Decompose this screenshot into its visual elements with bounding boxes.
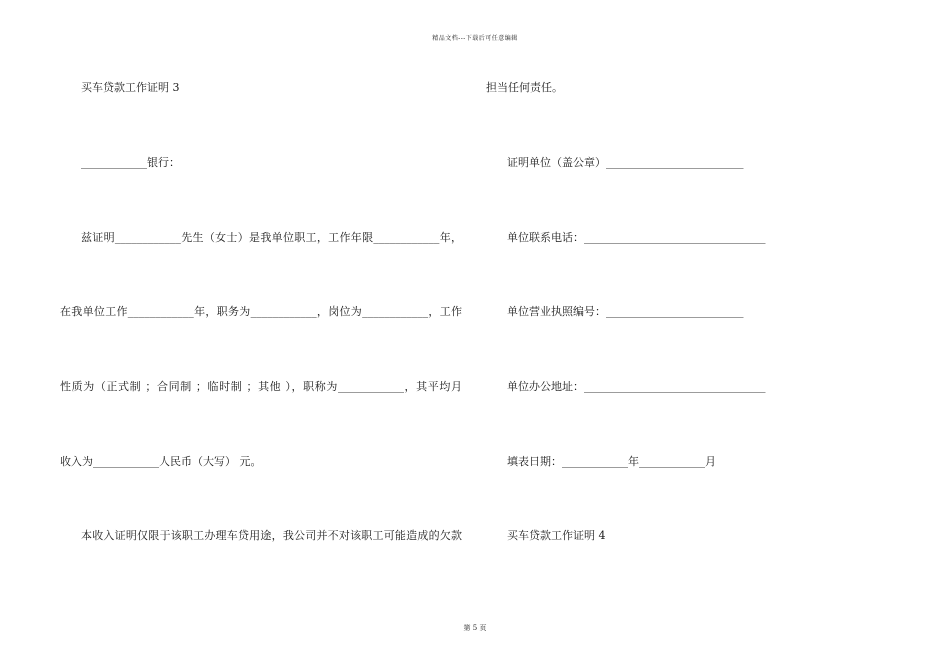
page-header: 精品文档---下载后可任意编辑 [432, 35, 518, 42]
bank-addressee: ____________银行： [81, 156, 180, 169]
certificate-line-2: 在我单位工作____________年，职务为____________，岗位为____________，工作 [60, 305, 462, 318]
disclaimer-line-1: 本收入证明仅限于该职工办理车贷用途，我公司并不对该职工可能造成的欠款 [81, 529, 462, 542]
license-field: 单位营业执照编号：_________________________ [507, 305, 744, 318]
certificate-line-4: 收入为____________人民币（大写） 元。 [60, 455, 262, 468]
date-field: 填表日期：____________年____________月 [507, 455, 716, 468]
disclaimer-continuation: 担当任何责任。 [486, 81, 563, 94]
certificate-line-3: 性质为（正式制 ；合同制 ；临时制 ；其他 ），职称为____________，其平均月 [60, 380, 462, 393]
document-title: 买车贷款工作证明 3 [81, 81, 180, 94]
next-document-title: 买车贷款工作证明 4 [507, 529, 606, 542]
page-number: 第 5 页 [463, 624, 487, 632]
phone-field: 单位联系电话：_________________________________ [507, 231, 766, 244]
seal-field: 证明单位（盖公章）_________________________ [507, 156, 744, 169]
certificate-line-1: 兹证明____________先生（女士）是我单位职工，工作年限____________年， [81, 231, 462, 244]
address-field: 单位办公地址：_________________________________ [507, 380, 766, 393]
